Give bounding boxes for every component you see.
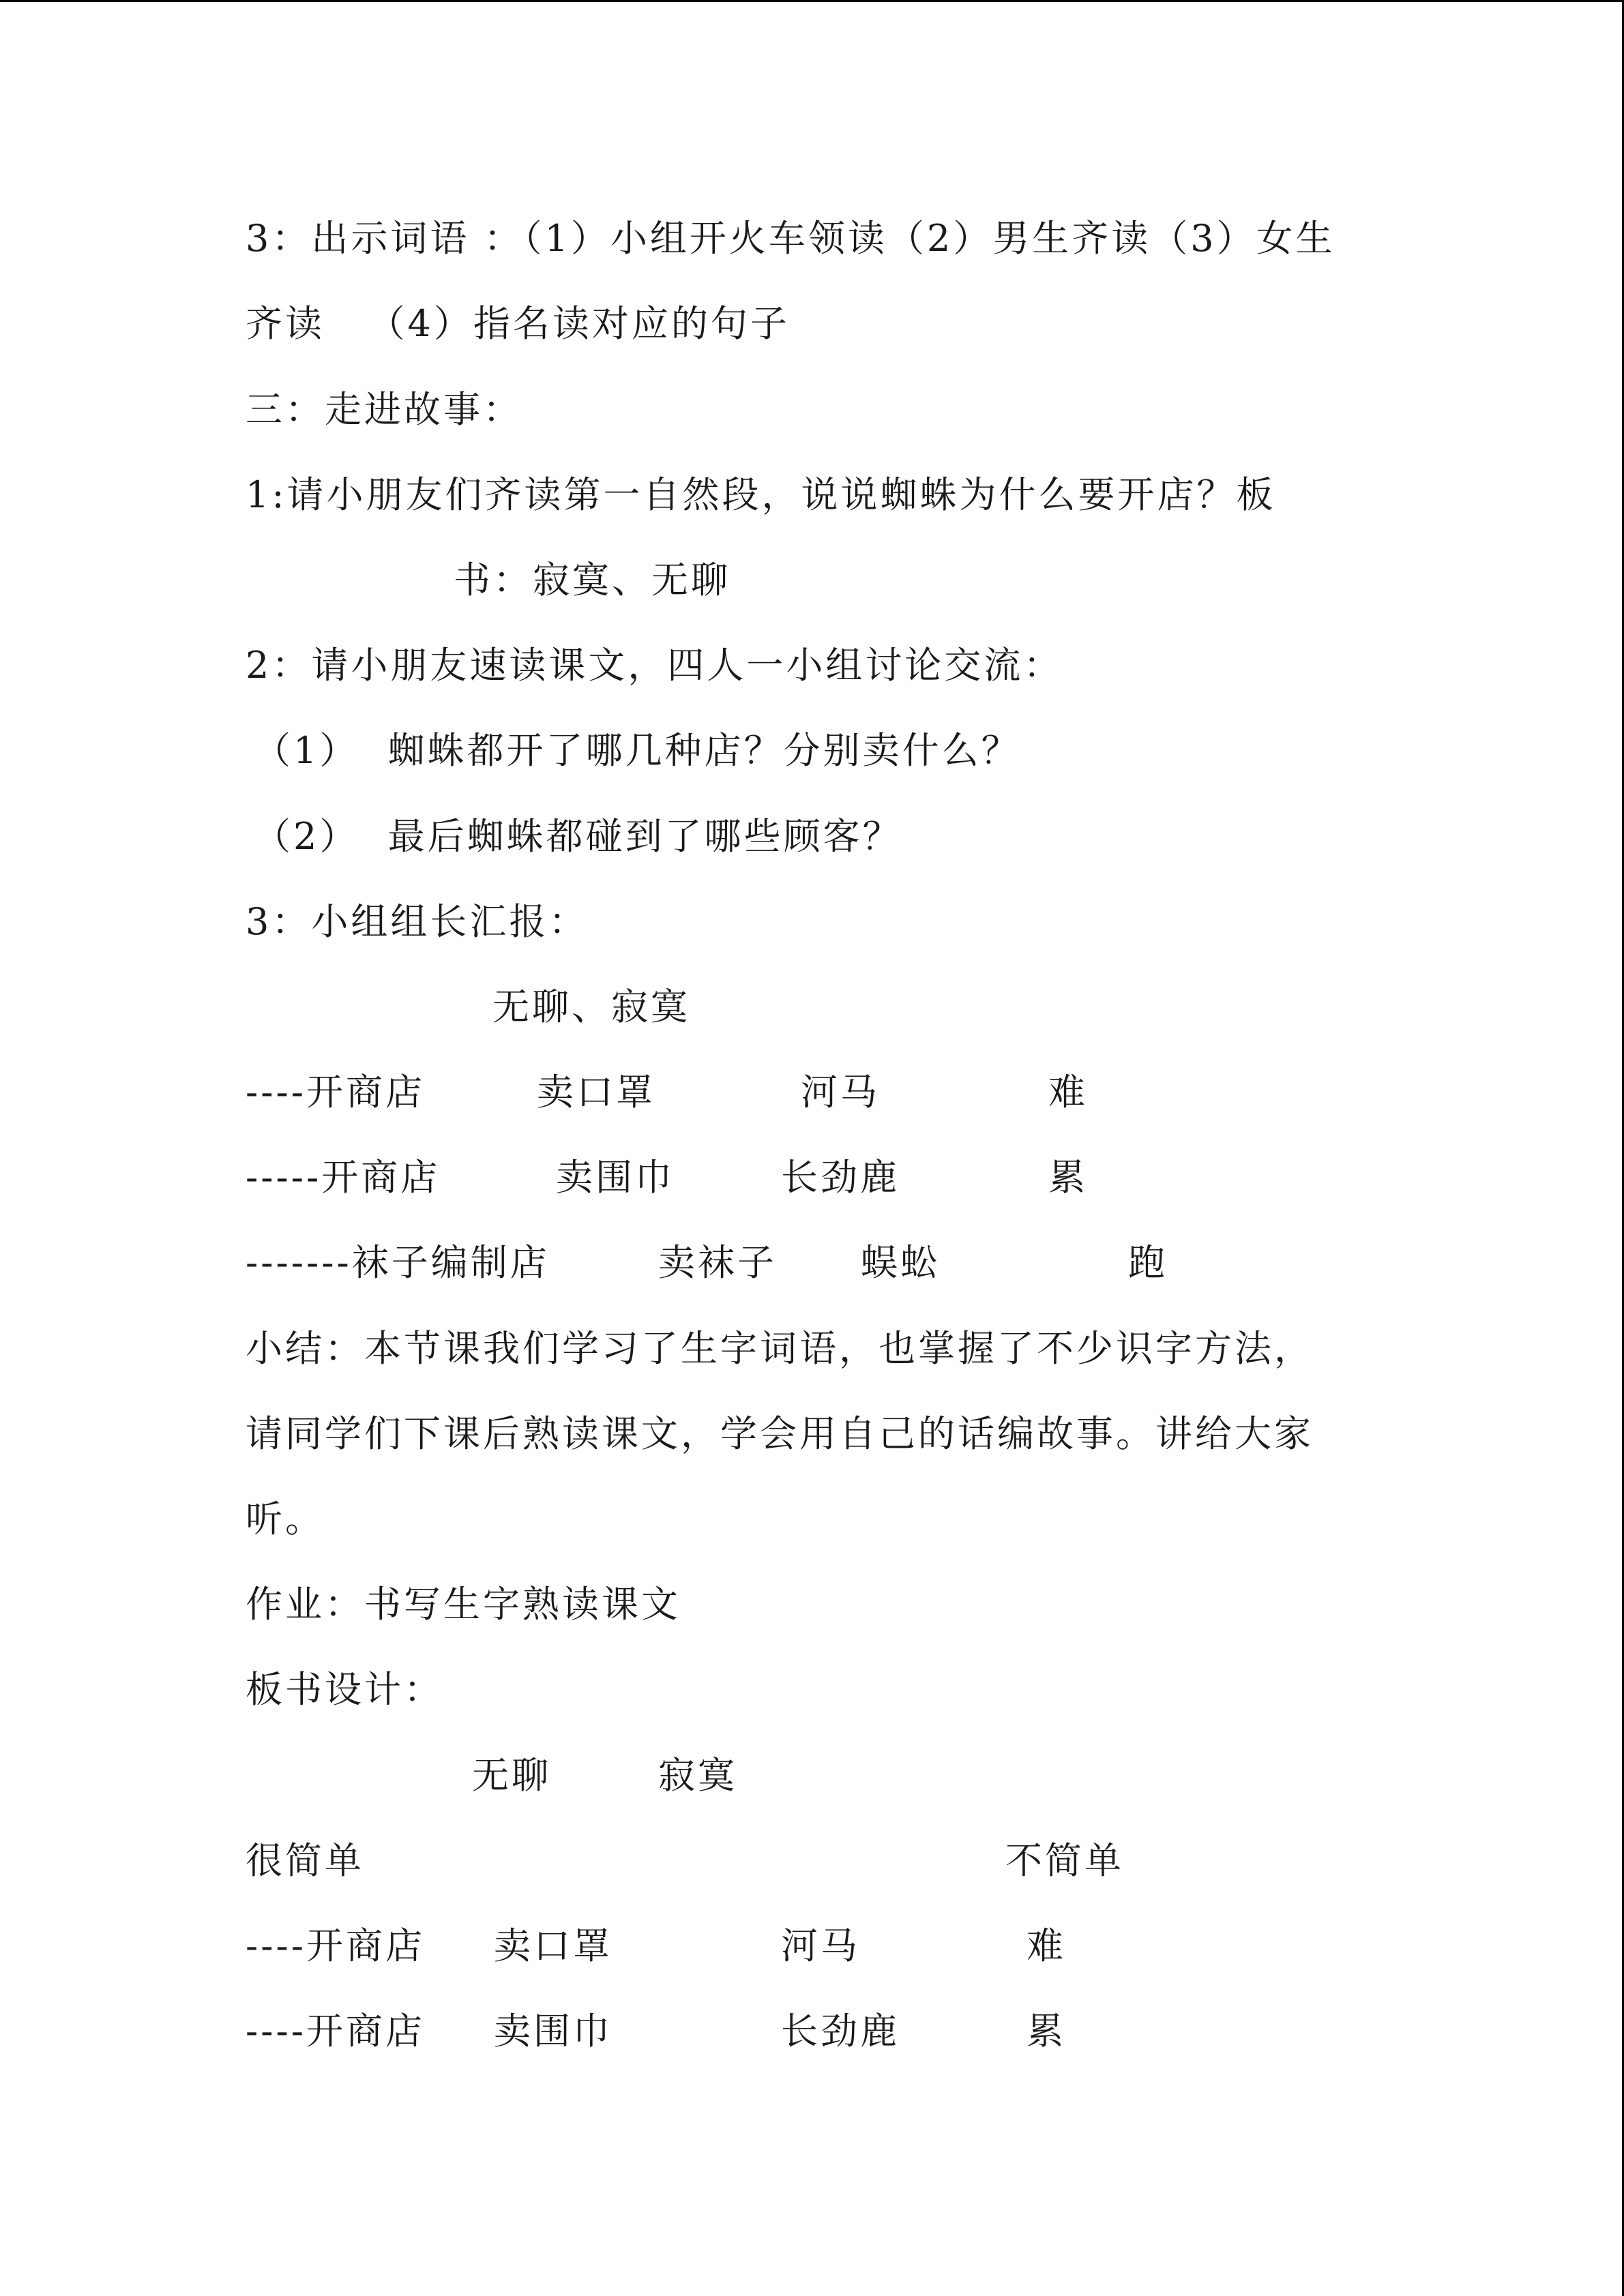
step-2-group-discussion: 2：请小朋友速读课文，四人一小组讨论交流：	[246, 644, 1063, 687]
report-heading: 无聊、寂寞	[492, 985, 690, 1028]
step-3-show-words: 3：出示词语 ：（1）小组开火车领读（2）男生齐读（3）女生	[246, 217, 1335, 260]
board-row-2-customer: 长劲鹿	[781, 2010, 900, 2053]
question-1: （1） 蜘蛛都开了哪几种店？分别卖什么？	[254, 729, 1021, 772]
homework: 作业：书写生字熟读课文	[246, 1583, 681, 1626]
step-3-continued: 齐读 （4）指名读对应的句子	[246, 302, 790, 345]
report-row-2-shop: -----开商店	[246, 1156, 441, 1199]
report-row-1-item: 卖口罩	[537, 1071, 655, 1114]
report-row-2-customer: 长劲鹿	[781, 1156, 900, 1199]
report-row-2-result: 累	[1048, 1156, 1088, 1199]
board-side-right: 不简单	[1005, 1839, 1124, 1882]
board-top-right: 寂寞	[658, 1754, 737, 1797]
page-border-top	[0, 0, 1624, 2]
summary-line-3: 听。	[246, 1497, 325, 1540]
board-row-2-shop: ----开商店	[246, 2010, 425, 2053]
report-row-1-shop: ----开商店	[246, 1071, 425, 1114]
board-row-2-item: 卖围巾	[494, 2010, 612, 2053]
board-side-left: 很简单	[246, 1839, 364, 1882]
report-row-1-customer: 河马	[801, 1071, 880, 1114]
report-row-3-customer: 蜈蚣	[861, 1241, 940, 1284]
summary-line-2: 请同学们下课后熟读课文，学会用自己的话编故事。讲给大家	[246, 1412, 1314, 1455]
report-row-3-shop: -------袜子编制店	[246, 1241, 550, 1284]
section-3-heading: 三：走进故事：	[246, 388, 522, 431]
step-1-board-note: 书：寂寞、无聊	[454, 558, 730, 601]
board-design-heading: 板书设计：	[246, 1668, 443, 1711]
report-row-2-item: 卖围巾	[556, 1156, 675, 1199]
report-row-1-result: 难	[1048, 1071, 1088, 1114]
board-top-left: 无聊	[472, 1754, 551, 1797]
question-2: （2） 最后蜘蛛都碰到了哪些顾客？	[254, 815, 902, 858]
board-row-1-item: 卖口罩	[494, 1924, 612, 1967]
board-row-2-result: 累	[1027, 2010, 1066, 2053]
step-3-group-report: 3：小组组长汇报：	[246, 900, 589, 943]
report-row-3-result: 跑	[1128, 1241, 1168, 1284]
step-1-read-paragraph: 1:请小朋友们齐读第一自然段，说说蜘蛛为什么要开店？板	[246, 473, 1276, 516]
board-row-1-customer: 河马	[781, 1924, 860, 1967]
board-row-1-result: 难	[1027, 1924, 1066, 1967]
board-row-1-shop: ----开商店	[246, 1924, 425, 1967]
summary-line-1: 小结：本节课我们学习了生字词语，也掌握了不少识字方法，	[246, 1327, 1314, 1370]
report-row-3-item: 卖袜子	[658, 1241, 777, 1284]
